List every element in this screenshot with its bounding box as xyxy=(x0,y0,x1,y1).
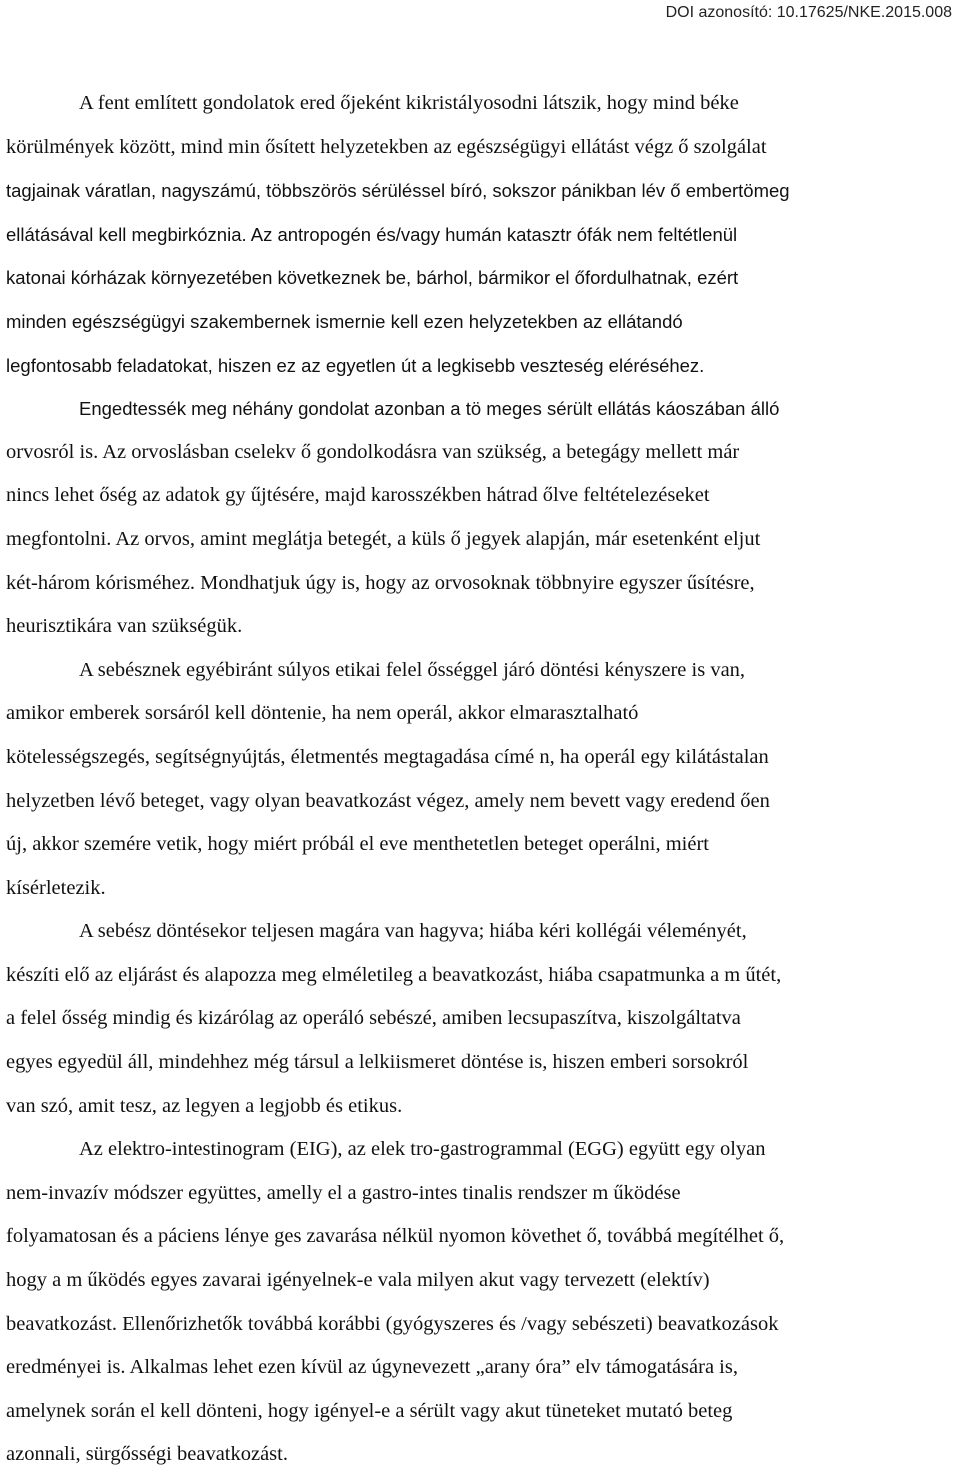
text-line: A sebésznek egyébiránt súlyos etikai felel ősséggel járó döntési kényszere is van, xyxy=(79,658,746,681)
text-line: készíti elő az eljárást és alapozza meg elméletileg a beavatkozást, hiába csapatmunka a m űtét, xyxy=(6,963,782,986)
text-line: Engedtessék meg néhány gondolat azonban a tö meges sérült ellátás káoszában álló xyxy=(79,398,780,420)
text-line: körülmények között, mind min ősített helyzetekben az egészségügyi ellátást végz ő szolgálat xyxy=(6,135,767,158)
text-line: beavatkozást. Ellenőrizhetők továbbá korábbi (gyógyszeres és /vagy sebészeti) beavatkozások xyxy=(6,1312,779,1335)
text-line: ellátásával kell megbirkóznia. Az antropogén és/vagy humán katasztr ófák nem feltétlenül xyxy=(6,223,738,245)
text-line: nem-invazív módszer együttes, amelly el a gastro-intes tinalis rendszer m űködése xyxy=(6,1181,681,1204)
text-line: katonai kórházak környezetében következnek be, bárhol, bármikor el őfordulhatnak, ezért xyxy=(6,267,739,289)
text-line: hogy a m űködés egyes zavarai igényelnek-e vala milyen akut vagy tervezett (elektív) xyxy=(6,1269,710,1292)
text-line: A fent említett gondolatok ered őjeként kikristályosodni látszik, hogy mind béke xyxy=(79,92,739,114)
text-line: megfontolni. Az orvos, amint meglátja betegét, a küls ő jegyek alapján, már esetenként eljut xyxy=(6,527,761,550)
text-line: van szó, amit tesz, az legyen a legjobb és etikus. xyxy=(6,1094,403,1117)
text-line: két-három kórisméhez. Mondhatjuk úgy is, hogy az orvosoknak többnyire egyszer űsítésre, xyxy=(6,571,755,594)
text-line: kísérletezik. xyxy=(6,876,106,899)
text-line: orvosról is. Az orvoslásban cselekv ő gondolkodásra van szükség, a betegágy mellett már xyxy=(6,440,740,463)
text-line: Az elektro-intestinogram (EIG), az elek tro-gastrogrammal (EGG) együtt egy olyan xyxy=(79,1138,766,1161)
text-line: A sebész döntésekor teljesen magára van hagyva; hiába kéri kollégái véleményét, xyxy=(79,920,747,943)
text-line: helyzetben lévő beteget, vagy olyan beavatkozást végez, amely nem bevett vagy eredend ően xyxy=(6,789,770,812)
doi-header: DOI azonosító: 10.17625/NKE.2015.008 xyxy=(665,4,952,21)
text-line: új, akkor szemére vetik, hogy miért próbál el eve menthetetlen beteget operálni, miért xyxy=(6,833,709,856)
text-line: nincs lehet őség az adatok gy űjtésére, majd karosszékben hátrad őlve feltételezéseket xyxy=(6,484,710,507)
document-body xyxy=(6,82,960,1477)
text-line: kötelességszegés, segítségnyújtás, életmentés megtagadása címé n, ha operál egy kilátástalan xyxy=(6,745,769,768)
text-line: azonnali, sürgősségi beavatkozást. xyxy=(6,1443,288,1466)
text-line: heurisztikára van szükségük. xyxy=(6,615,243,638)
text-line: minden egészségügyi szakembernek ismernie kell ezen helyzetekben az ellátandó xyxy=(6,310,683,332)
text-line: folyamatosan és a páciens lénye ges zavarása nélkül nyomon követhet ő, továbbá megítélhet ő, xyxy=(6,1225,785,1248)
text-line: a felel ősség mindig és kizárólag az operáló sebészé, amiben lecsupaszítva, kiszolgáltatva xyxy=(6,1007,741,1030)
text-line: amikor emberek sorsáról kell döntenie, ha nem operál, akkor elmarasztalható xyxy=(6,702,639,725)
text-line: legfontosabb feladatokat, hiszen ez az egyetlen út a legkisebb veszteség eléréséhez. xyxy=(6,354,705,376)
text-line: eredményei is. Alkalmas lehet ezen kívül az úgynevezett „arany óra” elv támogatására is, xyxy=(6,1356,738,1379)
text-line: amelynek során el kell dönteni, hogy igényel-e a sérült vagy akut tüneteket mutató beteg xyxy=(6,1399,733,1422)
text-line: egyes egyedül áll, mindehhez még társul a lelkiismeret döntése is, hiszen emberi sorsokról xyxy=(6,1051,749,1074)
text-line: tagjainak váratlan, nagyszámú, többszörös sérüléssel bíró, sokszor pánikban lév ő embertömeg xyxy=(6,180,790,202)
